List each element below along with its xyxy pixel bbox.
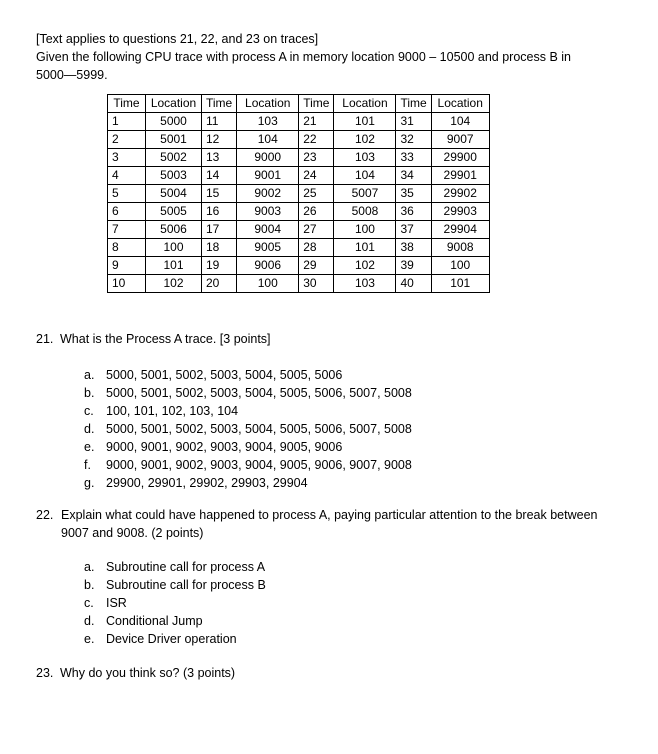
time-cell: 10 — [108, 275, 146, 293]
location-cell: 103 — [334, 149, 396, 167]
option-text: Conditional Jump — [106, 614, 203, 628]
option-letter: c. — [84, 404, 94, 418]
option-letter: f. — [84, 458, 91, 472]
time-cell: 18 — [202, 239, 237, 257]
table-header-row — [108, 95, 490, 113]
location-cell: 9003 — [237, 203, 299, 221]
time-cell: 5 — [108, 185, 146, 203]
time-cell: 12 — [202, 131, 237, 149]
question-22 — [36, 506, 60, 524]
time-cell: 34 — [396, 167, 431, 185]
table-row — [108, 185, 490, 203]
answer-option — [84, 366, 412, 384]
time-cell: 30 — [299, 275, 334, 293]
time-cell: 7 — [108, 221, 146, 239]
location-cell: 104 — [431, 113, 489, 131]
answer-option — [84, 420, 412, 438]
location-cell: 5001 — [146, 131, 202, 149]
location-cell: 5008 — [334, 203, 396, 221]
question-number: 21. — [36, 332, 54, 346]
location-cell: 104 — [334, 167, 396, 185]
option-text: Device Driver operation — [106, 632, 237, 646]
question-text: Why do you think so? (3 points) — [60, 666, 236, 680]
question-23 — [36, 664, 235, 682]
intro-line-2: Given the following CPU trace with process A in memory location 9000 – 10500 and process B in — [36, 50, 572, 64]
q21-options-list — [84, 366, 412, 492]
location-cell: 100 — [146, 239, 202, 257]
option-letter: e. — [84, 632, 95, 646]
header-time: Time — [396, 95, 431, 113]
location-cell: 9005 — [237, 239, 299, 257]
table-row — [108, 113, 490, 131]
location-cell: 9008 — [431, 239, 489, 257]
answer-option — [84, 558, 266, 576]
option-letter: a. — [84, 368, 95, 382]
time-cell: 39 — [396, 257, 431, 275]
table-row — [108, 239, 490, 257]
table-row — [108, 203, 490, 221]
option-text: Subroutine call for process A — [106, 560, 266, 574]
option-text: 9000, 9001, 9002, 9003, 9004, 9005, 9006, 9007, 9008 — [106, 458, 412, 472]
table-row — [108, 149, 490, 167]
time-cell: 27 — [299, 221, 334, 239]
option-text: ISR — [106, 596, 127, 610]
location-cell: 9004 — [237, 221, 299, 239]
option-text: 9000, 9001, 9002, 9003, 9004, 9005, 9006 — [106, 440, 343, 454]
location-cell: 101 — [146, 257, 202, 275]
header-location: Location — [334, 95, 396, 113]
time-cell: 40 — [396, 275, 431, 293]
time-cell: 8 — [108, 239, 146, 257]
table-row — [108, 257, 490, 275]
option-letter: b. — [84, 386, 95, 400]
location-cell: 9001 — [237, 167, 299, 185]
time-cell: 3 — [108, 149, 146, 167]
table-body — [108, 113, 490, 293]
time-cell: 1 — [108, 113, 146, 131]
answer-option — [84, 474, 412, 492]
table-row — [108, 221, 490, 239]
time-cell: 19 — [202, 257, 237, 275]
time-cell: 23 — [299, 149, 334, 167]
answer-option — [84, 594, 266, 612]
answer-option — [84, 402, 412, 420]
header-time: Time — [108, 95, 146, 113]
location-cell: 102 — [146, 275, 202, 293]
location-cell: 9002 — [237, 185, 299, 203]
answer-option — [84, 456, 412, 474]
time-cell: 6 — [108, 203, 146, 221]
time-cell: 33 — [396, 149, 431, 167]
answer-option — [84, 630, 266, 648]
location-cell: 29900 — [431, 149, 489, 167]
time-cell: 11 — [202, 113, 237, 131]
option-letter: b. — [84, 578, 95, 592]
time-cell: 26 — [299, 203, 334, 221]
option-text: Subroutine call for process B — [106, 578, 266, 592]
answer-option — [84, 576, 266, 594]
location-cell: 100 — [237, 275, 299, 293]
location-cell: 101 — [334, 239, 396, 257]
option-letter: a. — [84, 560, 95, 574]
time-cell: 4 — [108, 167, 146, 185]
option-text: 29900, 29901, 29902, 29903, 29904 — [106, 476, 308, 490]
answer-option — [84, 438, 412, 456]
option-text: 5000, 5001, 5002, 5003, 5004, 5005, 5006 — [106, 368, 343, 382]
option-letter: d. — [84, 614, 95, 628]
location-cell: 103 — [237, 113, 299, 131]
question-number: 23. — [36, 666, 54, 680]
option-letter: c. — [84, 596, 94, 610]
intro-text — [36, 30, 636, 84]
location-cell: 5000 — [146, 113, 202, 131]
time-cell: 22 — [299, 131, 334, 149]
time-cell: 21 — [299, 113, 334, 131]
location-cell: 5003 — [146, 167, 202, 185]
time-cell: 9 — [108, 257, 146, 275]
location-cell: 5005 — [146, 203, 202, 221]
intro-line-1: [Text applies to questions 21, 22, and 23 on traces] — [36, 32, 319, 46]
answer-option — [84, 384, 412, 402]
location-cell: 5004 — [146, 185, 202, 203]
answer-option — [84, 612, 266, 630]
intro-line-3: 5000—5999. — [36, 68, 108, 82]
option-text: 5000, 5001, 5002, 5003, 5004, 5005, 5006, 5007, 5008 — [106, 422, 412, 436]
q22-options-list — [84, 558, 266, 648]
location-cell: 103 — [334, 275, 396, 293]
option-text: 5000, 5001, 5002, 5003, 5004, 5005, 5006, 5007, 5008 — [106, 386, 412, 400]
question-text: Explain what could have happened to process A, paying particular attention to the break between 9007 and 9008. (2 points) — [61, 508, 598, 540]
time-cell: 14 — [202, 167, 237, 185]
location-cell: 9000 — [237, 149, 299, 167]
header-time: Time — [299, 95, 334, 113]
location-cell: 5007 — [334, 185, 396, 203]
question-text: What is the Process A trace. [3 points] — [60, 332, 271, 346]
location-cell: 102 — [334, 257, 396, 275]
time-cell: 35 — [396, 185, 431, 203]
question-21 — [36, 330, 271, 348]
location-cell: 9006 — [237, 257, 299, 275]
location-cell: 29902 — [431, 185, 489, 203]
time-cell: 32 — [396, 131, 431, 149]
location-cell: 29903 — [431, 203, 489, 221]
time-cell: 31 — [396, 113, 431, 131]
time-cell: 29 — [299, 257, 334, 275]
location-cell: 104 — [237, 131, 299, 149]
location-cell: 101 — [334, 113, 396, 131]
time-cell: 38 — [396, 239, 431, 257]
time-cell: 37 — [396, 221, 431, 239]
question-number: 22. — [36, 508, 54, 522]
time-cell: 28 — [299, 239, 334, 257]
time-cell: 13 — [202, 149, 237, 167]
location-cell: 101 — [431, 275, 489, 293]
time-cell: 16 — [202, 203, 237, 221]
location-cell: 9007 — [431, 131, 489, 149]
option-letter: d. — [84, 422, 95, 436]
time-cell: 36 — [396, 203, 431, 221]
time-cell: 20 — [202, 275, 237, 293]
location-cell: 102 — [334, 131, 396, 149]
time-cell: 25 — [299, 185, 334, 203]
time-cell: 15 — [202, 185, 237, 203]
location-cell: 29901 — [431, 167, 489, 185]
time-cell: 24 — [299, 167, 334, 185]
location-cell: 100 — [334, 221, 396, 239]
location-cell: 29904 — [431, 221, 489, 239]
header-location: Location — [146, 95, 202, 113]
option-letter: g. — [84, 476, 95, 490]
table-row — [108, 167, 490, 185]
location-cell: 100 — [431, 257, 489, 275]
option-letter: e. — [84, 440, 95, 454]
time-cell: 17 — [202, 221, 237, 239]
table-row — [108, 131, 490, 149]
option-text: 100, 101, 102, 103, 104 — [106, 404, 239, 418]
location-cell: 5006 — [146, 221, 202, 239]
time-cell: 2 — [108, 131, 146, 149]
table-row — [108, 275, 490, 293]
header-time: Time — [202, 95, 237, 113]
location-cell: 5002 — [146, 149, 202, 167]
cpu-trace-table — [107, 94, 490, 293]
header-location: Location — [237, 95, 299, 113]
header-location: Location — [431, 95, 489, 113]
